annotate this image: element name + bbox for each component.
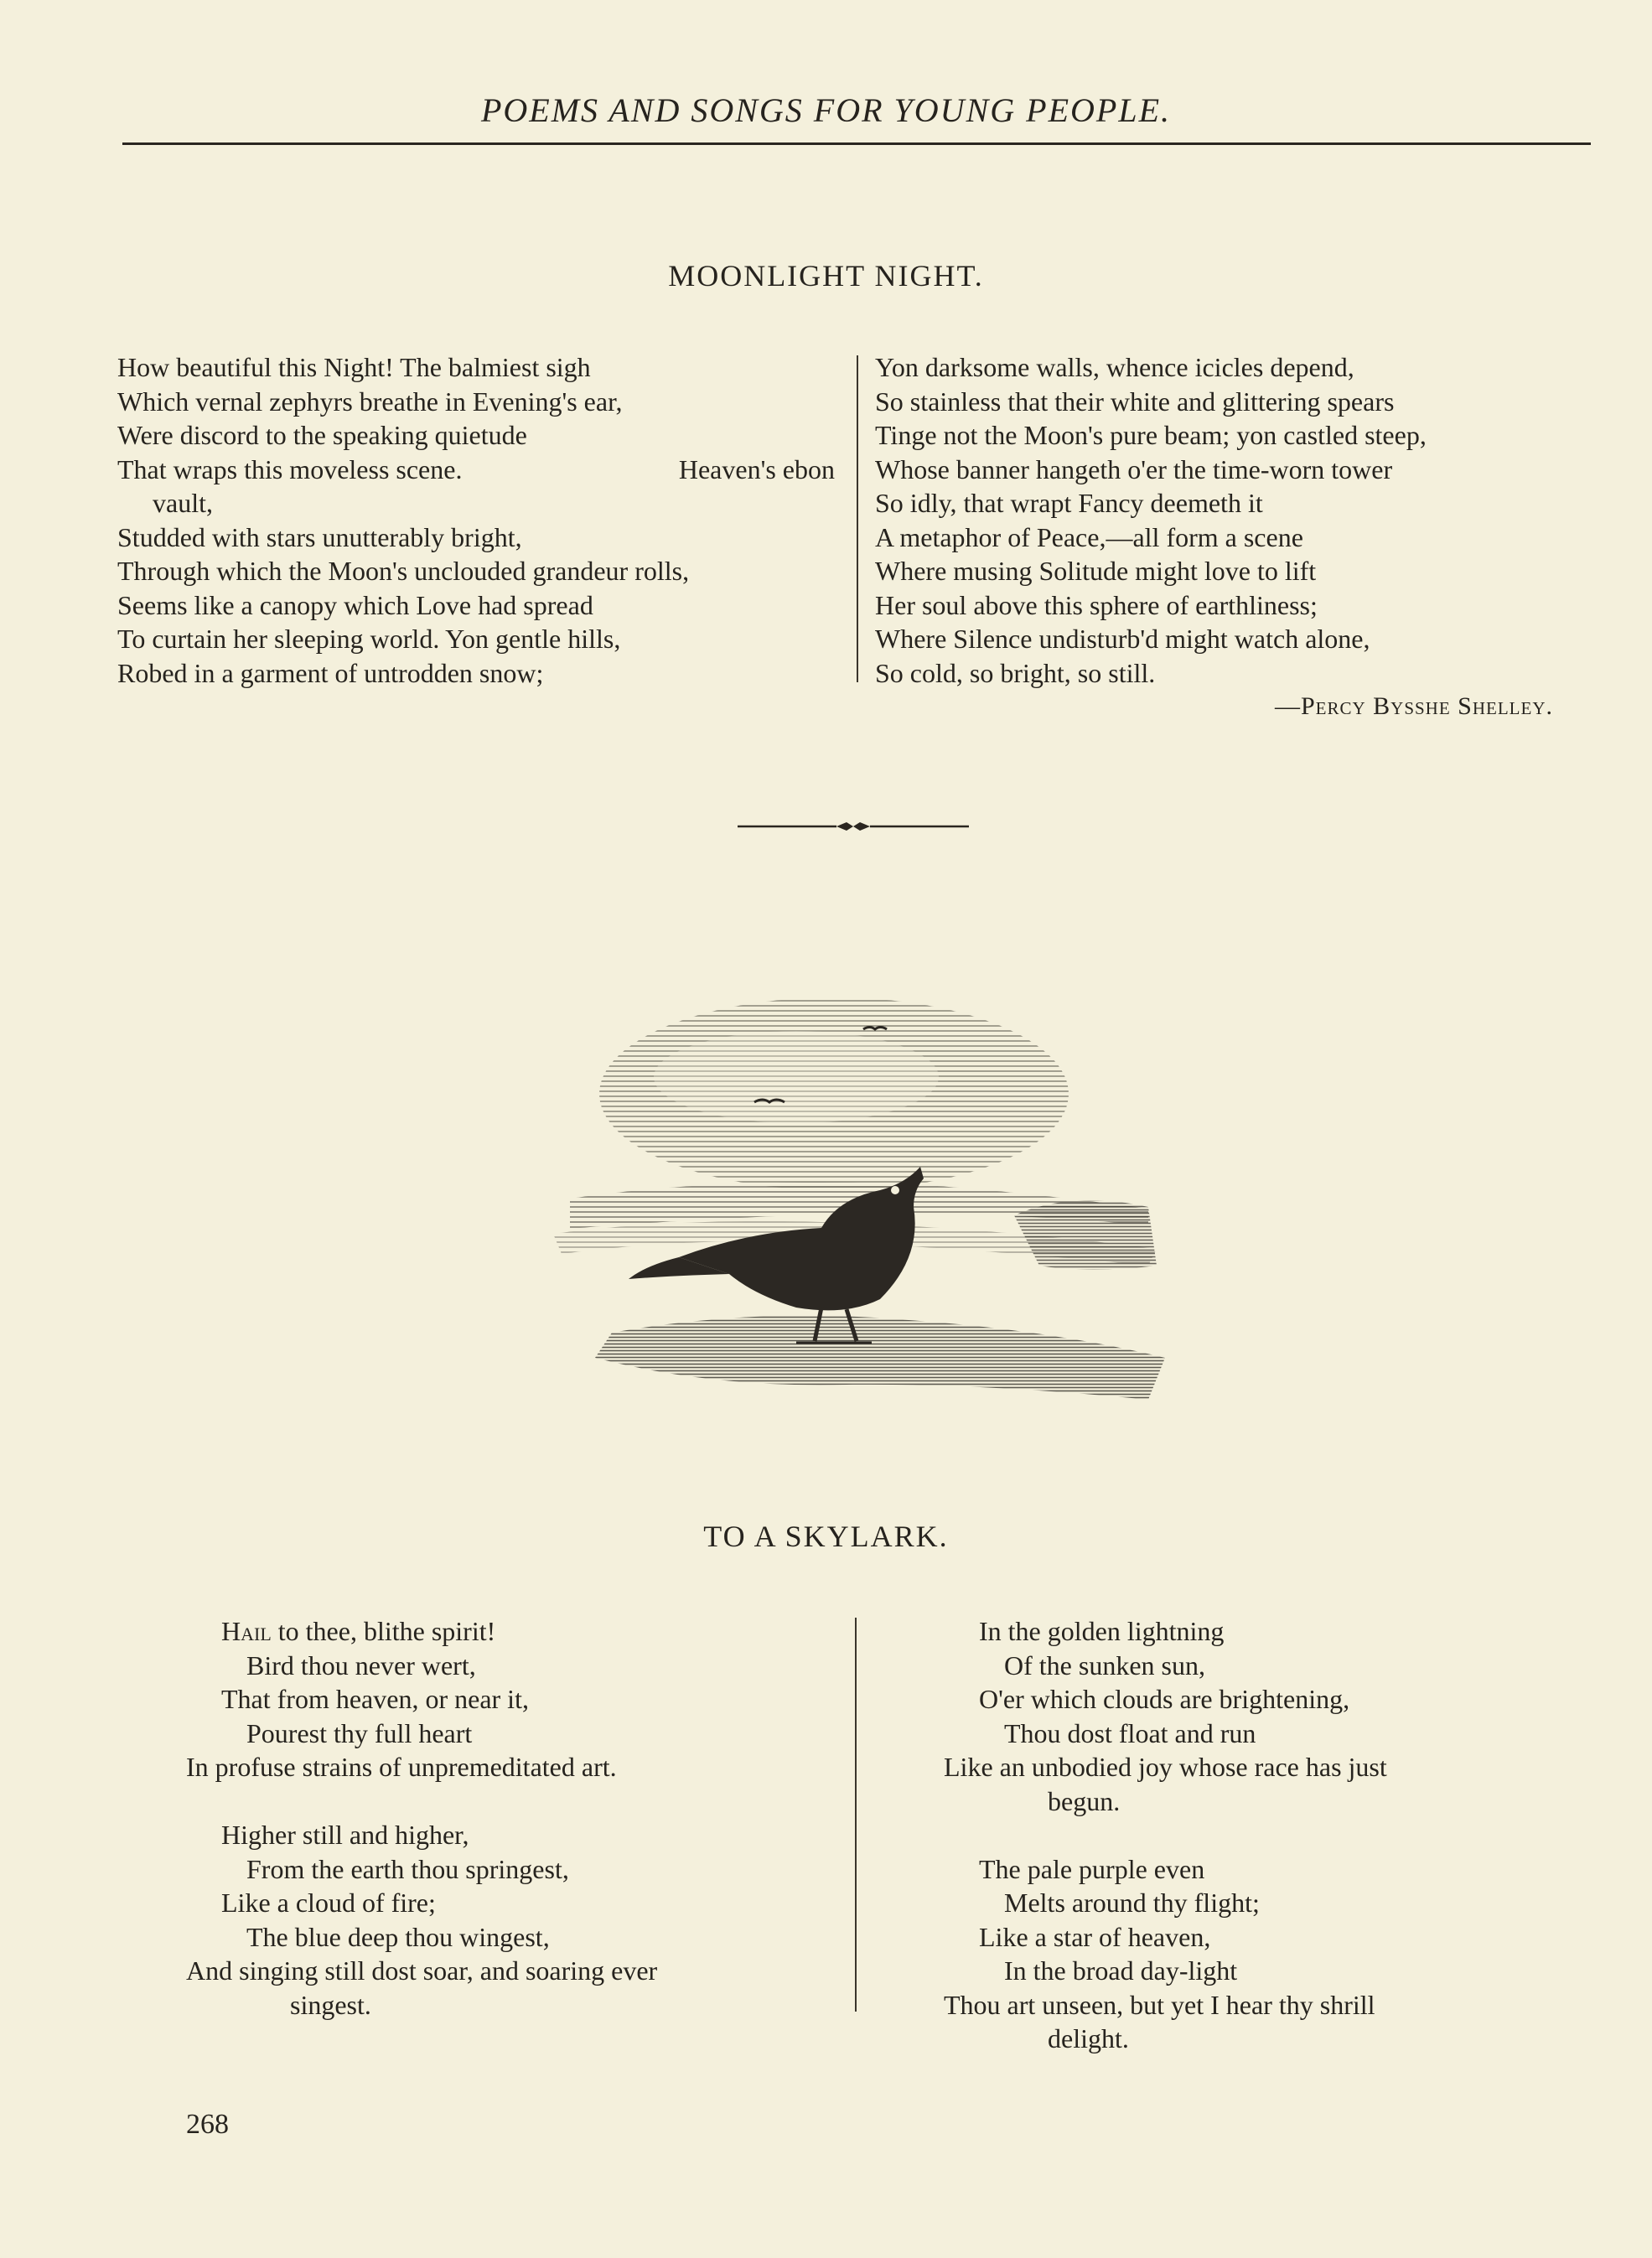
- poem-line: Where musing Solitude might love to lift: [875, 556, 1317, 586]
- poem-line: Melts around thy flight;: [1004, 1888, 1260, 1918]
- poem-line-part: Heaven's ebon: [678, 453, 835, 484]
- page-number: 268: [186, 2109, 229, 2140]
- poem-line-text: to thee, blithe spirit!: [271, 1616, 496, 1646]
- poem-line: From the earth thou springest,: [246, 1853, 569, 1884]
- header-rule: [122, 142, 1591, 145]
- poem-line: To curtain her sleeping world. Yon gentle hills,: [117, 624, 621, 654]
- running-head: POEMS AND SONGS FOR YOUNG PEOPLE.: [480, 91, 1171, 129]
- poem-line: Pourest thy full heart: [246, 1717, 473, 1748]
- poem-line: singest.: [290, 1989, 371, 2020]
- poem-line: Bird thou never wert,: [246, 1649, 476, 1681]
- poem-line-part: That wraps this moveless scene.: [117, 453, 463, 484]
- poem-line: Whose banner hangeth o'er the time-worn tower: [875, 453, 1393, 484]
- poem-line: begun.: [1048, 1785, 1121, 1816]
- drop-word: Hail: [221, 1616, 272, 1646]
- poem-line: In profuse strains of unpremeditated art.: [186, 1752, 617, 1782]
- poem2-left-column: [186, 1614, 836, 2022]
- poem-line: So stainless that their white and glittering spears: [875, 386, 1395, 417]
- poem-line: [186, 1614, 836, 1649]
- poem-line: Like a star of heaven,: [979, 1921, 1211, 1952]
- poem-line: Robed in a garment of untrodden snow;: [117, 657, 544, 688]
- poem-line: Tinge not the Moon's pure beam; yon castled steep,: [875, 420, 1427, 450]
- poem-line: In the golden lightning: [979, 1616, 1225, 1646]
- poem-line: Thou dost float and run: [1004, 1717, 1256, 1748]
- poem1-right-column: [875, 350, 1596, 690]
- poem-line: O'er which clouds are brightening,: [979, 1684, 1350, 1714]
- poem-line: So cold, so bright, so still.: [875, 657, 1156, 688]
- poem-line: Studded with stars unutterably bright,: [117, 521, 522, 552]
- poem-line: The pale purple even: [979, 1853, 1205, 1884]
- poem-line: Thou art unseen, but yet I hear thy shrill: [944, 1989, 1375, 2020]
- poem-line: vault,: [153, 488, 213, 518]
- poem-line: Through which the Moon's unclouded grandeur rolls,: [117, 556, 690, 586]
- poem-title-moonlight-night: MOONLIGHT NIGHT.: [668, 259, 984, 293]
- poem-line: And singing still dost soar, and soaring ever: [186, 1955, 658, 1986]
- poem-line: Were discord to the speaking quietude: [117, 420, 527, 450]
- poem-line: Like a cloud of fire;: [221, 1888, 436, 1918]
- skylark-engraving: [545, 964, 1165, 1442]
- poem-line: Of the sunken sun,: [1004, 1649, 1205, 1681]
- poem-line: Yon darksome walls, whence icicles depend,: [875, 352, 1354, 382]
- poem-line: Higher still and higher,: [221, 1820, 469, 1850]
- section-ornament: [738, 818, 969, 835]
- poem-line: How beautiful this Night! The balmiest sigh: [117, 352, 591, 382]
- poem-line: [117, 453, 835, 487]
- poem-line: Her soul above this sphere of earthliness;: [875, 589, 1318, 620]
- poem-line: delight.: [1048, 2023, 1129, 2053]
- poem-line: Where Silence undisturb'd might watch alone,: [875, 624, 1370, 654]
- poem-attribution: —Percy Bysshe Shelley.: [1274, 692, 1553, 720]
- poem-line: Seems like a canopy which Love had spread: [117, 589, 593, 620]
- poem-line: Which vernal zephyrs breathe in Evening's ear,: [117, 386, 623, 417]
- poem-line: So idly, that wrapt Fancy deemeth it: [875, 488, 1263, 518]
- column-divider: [855, 1618, 857, 2012]
- poem-line: In the broad day-light: [1004, 1955, 1238, 1986]
- column-divider: [857, 355, 858, 682]
- poem-line: The blue deep thou wingest,: [246, 1921, 550, 1952]
- poem2-right-column: [944, 1614, 1598, 2056]
- poem-title-to-a-skylark: TO A SKYLARK.: [703, 1520, 949, 1553]
- stanza-break: [944, 1818, 1598, 1852]
- stanza-break: [186, 1784, 836, 1819]
- poem-line: Like an unbodied joy whose race has just: [944, 1752, 1387, 1782]
- poem1-left-column: [117, 350, 835, 690]
- poem-line: That from heaven, or near it,: [221, 1684, 529, 1714]
- poem-line: A metaphor of Peace,—all form a scene: [875, 521, 1303, 552]
